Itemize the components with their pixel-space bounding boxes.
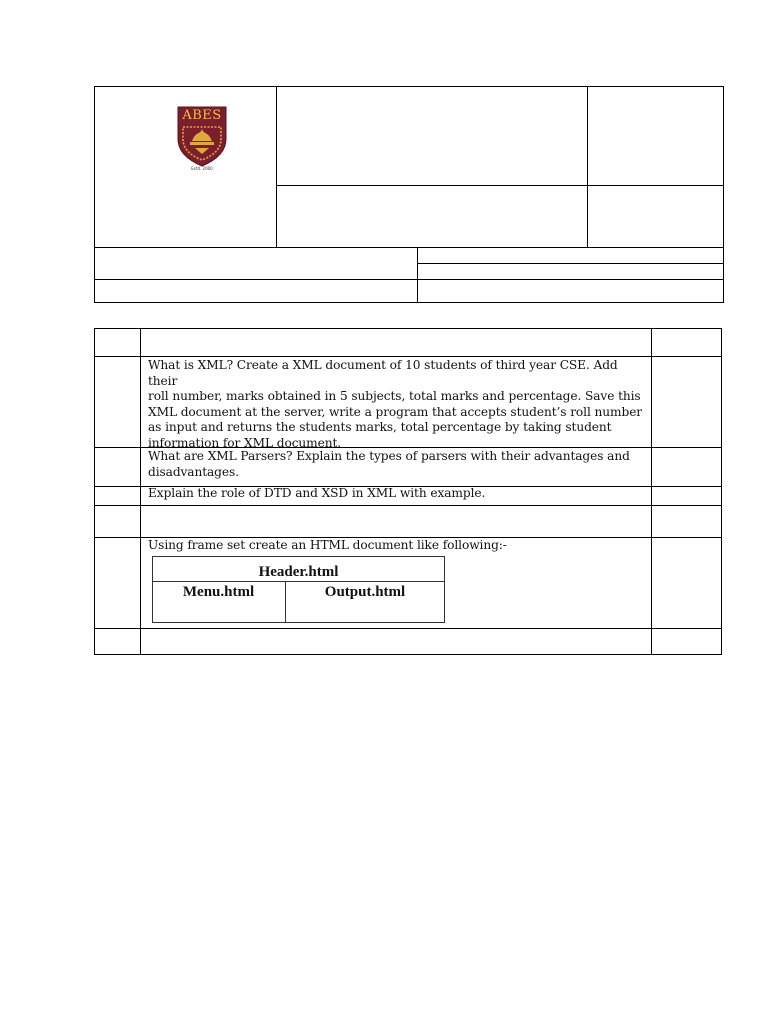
table-row-divider (94, 505, 722, 506)
table-row-divider (94, 628, 722, 629)
question-line: Using frame set create an HTML document like following:- (148, 538, 507, 552)
header-divider (276, 86, 277, 247)
abes-logo (176, 105, 228, 171)
frame-header-label: Header.html (258, 564, 339, 580)
question-line: Explain the role of DTD and XSD in XML with example. (148, 486, 486, 500)
header-divider (417, 247, 418, 303)
header-divider (94, 247, 724, 248)
table-row-divider (94, 356, 722, 357)
table-column-divider (651, 328, 652, 655)
question-line: as input and returns the students marks, total percentage by taking student (148, 420, 612, 434)
header-divider (587, 86, 588, 247)
question-line: XML document at the server, write a program that accepts student’s roll number (148, 404, 643, 419)
question-line: roll number, marks obtained in 5 subjects, total marks and percentage. Save this (148, 389, 641, 403)
frame-output-label: Output.html (324, 584, 406, 600)
logo-brand-text: ABES (182, 108, 222, 123)
question-line: What are XML Parsers? Explain the types of parsers with their advantages and (148, 449, 630, 463)
question-line: disadvantages. (148, 464, 239, 479)
table-column-divider (140, 328, 141, 655)
header-divider (276, 185, 724, 186)
header-divider (417, 263, 724, 264)
question-line: What is XML? Create a XML document of 10 students of third year CSE. Add their (148, 358, 618, 388)
question-2-text (148, 449, 648, 480)
frameset-divider (152, 581, 445, 582)
header-divider (94, 279, 724, 280)
question-1-text (148, 358, 648, 451)
question-line: information for XML document. (148, 435, 342, 450)
logo-established-text: Estd. 2000 (191, 166, 213, 171)
question-3-text (148, 486, 648, 502)
question-4-text (148, 538, 648, 554)
frame-menu-label: Menu.html (182, 584, 255, 600)
